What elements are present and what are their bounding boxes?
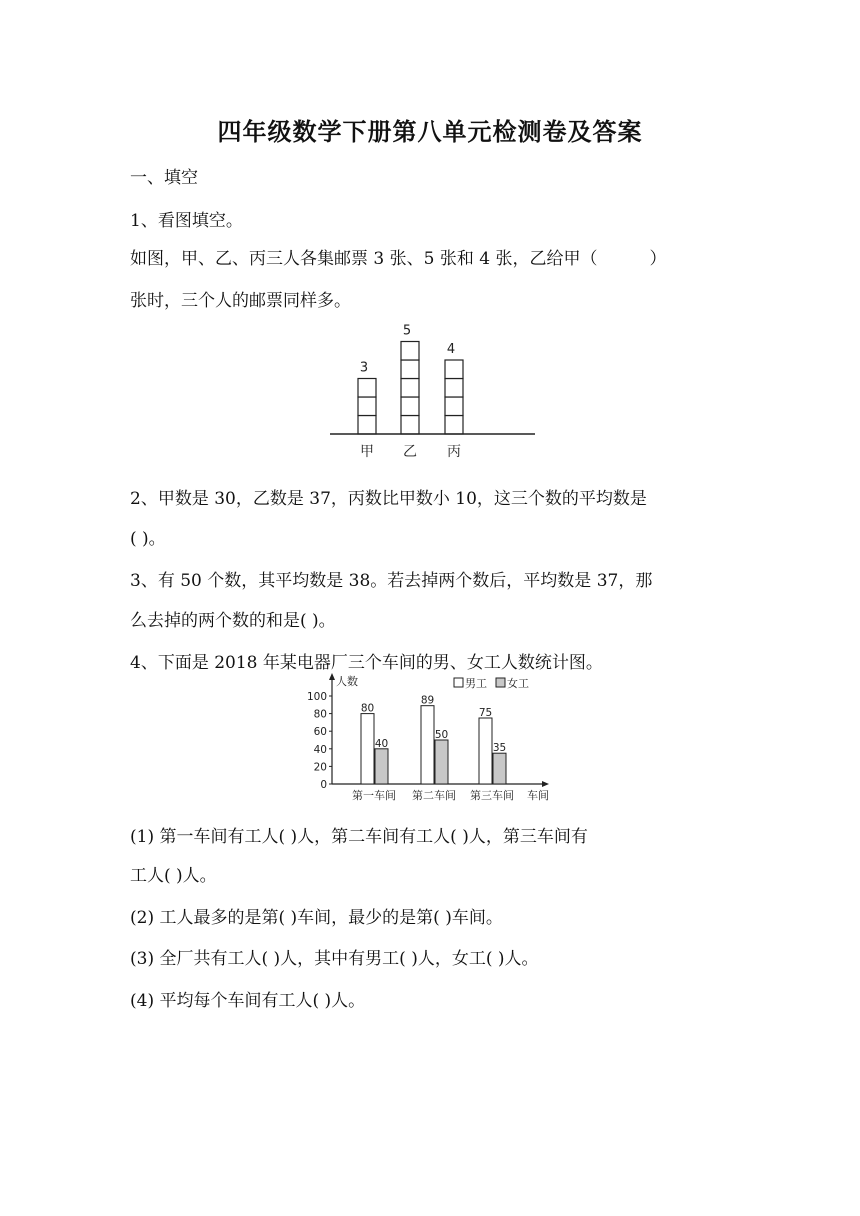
data-label: 89 <box>420 694 435 707</box>
data-label: 50 <box>434 729 449 741</box>
bar-women <box>375 749 388 784</box>
stamp-category-label: 乙 <box>403 444 417 460</box>
q1-heading: 1、看图填空。 <box>130 211 243 231</box>
x-axis-label: 车间 <box>527 789 549 802</box>
worker-bar-chart <box>296 672 566 806</box>
x-axis-arrow <box>542 781 549 787</box>
y-tick-label: 40 <box>313 743 327 756</box>
y-tick-label: 20 <box>313 761 327 774</box>
y-tick-label: 0 <box>320 779 327 791</box>
y-tick-label: 60 <box>313 726 327 739</box>
stamp-category-label: 甲 <box>360 444 374 460</box>
q4-heading: 4、下面是 2018 年某电器厂三个车间的男、女工人数统计图。 <box>130 653 603 673</box>
bar-men <box>361 714 374 784</box>
q4-sub1-line1: (1) 第一车间有工人( )人，第二车间有工人( )人，第三车间有 <box>130 827 588 847</box>
bar-women <box>435 740 448 784</box>
stamp-count-label: 3 <box>359 360 369 376</box>
stamp-category-label: 丙 <box>447 444 461 460</box>
q2-line2: ( )。 <box>130 529 166 549</box>
bar-men <box>479 718 492 784</box>
data-label: 35 <box>492 742 507 755</box>
x-category-label: 第一车间 <box>352 789 396 802</box>
q1-line1-text: 如图，甲、乙、丙三人各集邮票 3 张、5 张和 4 张，乙给甲（ <box>130 249 598 269</box>
stamp-square <box>445 360 463 379</box>
y-axis-arrow <box>329 673 335 680</box>
q4-sub3: (3) 全厂共有工人( )人，其中有男工( )人，女工( )人。 <box>130 949 539 969</box>
stamp-square <box>401 342 419 361</box>
stamp-square <box>401 379 419 398</box>
q4-sub1-line2: 工人( )人。 <box>130 866 217 886</box>
legend-swatch-men <box>454 678 463 687</box>
legend-label-men: 男工 <box>465 677 487 690</box>
stamp-square <box>401 360 419 379</box>
bar-women <box>493 753 506 784</box>
section-heading: 一、填空 <box>130 168 198 188</box>
stamp-square <box>445 379 463 398</box>
q3-line2: 么去掉的两个数的和是( )。 <box>130 611 336 631</box>
data-label: 40 <box>374 737 389 750</box>
data-label: 80 <box>360 702 375 715</box>
stamp-square <box>358 379 376 398</box>
q1-line1 <box>130 244 666 269</box>
x-category-label: 第二车间 <box>412 789 456 802</box>
y-axis-label: 人数 <box>336 675 358 688</box>
stamp-square <box>401 416 419 435</box>
q1-line2: 张时，三个人的邮票同样多。 <box>130 291 351 311</box>
q3-line1: 3、有 50 个数，其平均数是 38。若去掉两个数后，平均数是 37，那 <box>130 571 653 591</box>
x-category-label: 第三车间 <box>470 789 514 802</box>
q1-line1-close: ） <box>649 249 667 269</box>
y-tick-label: 100 <box>306 691 327 703</box>
stamp-count-label: 4 <box>446 342 456 357</box>
legend-label-women: 女工 <box>507 677 529 690</box>
stamp-square <box>358 416 376 435</box>
q2-line1: 2、甲数是 30，乙数是 37，丙数比甲数小 10，这三个数的平均数是 <box>130 489 647 509</box>
stamp-count-label: 5 <box>402 323 412 339</box>
stamp-square <box>445 416 463 435</box>
data-label: 75 <box>478 707 493 719</box>
stamp-square <box>401 397 419 416</box>
bar-men <box>421 706 434 784</box>
stamp-chart <box>320 318 550 468</box>
stamp-square <box>358 397 376 416</box>
q4-sub2: (2) 工人最多的是第( )车间，最少的是第( )车间。 <box>130 908 503 928</box>
stamp-square <box>445 397 463 416</box>
legend-swatch-women <box>496 678 505 687</box>
page-title: 四年级数学下册第八单元检测卷及答案 <box>217 118 643 146</box>
y-tick-label: 80 <box>313 708 327 721</box>
q4-sub4: (4) 平均每个车间有工人( )人。 <box>130 991 366 1011</box>
